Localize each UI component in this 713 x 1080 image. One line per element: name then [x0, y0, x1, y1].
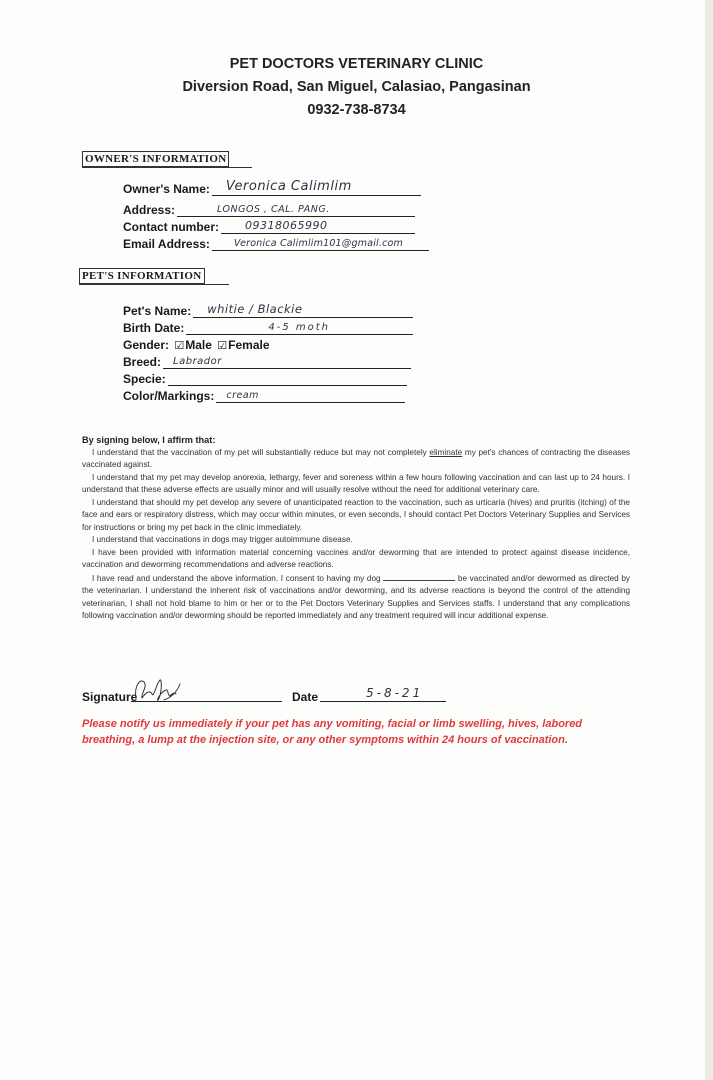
signature-scribble [106, 672, 206, 706]
pet-name-field[interactable] [123, 302, 413, 318]
pet-color-label: Color/Markings: [123, 389, 215, 403]
owner-section-rule [82, 167, 252, 168]
dog-name-blank[interactable] [383, 572, 455, 581]
male-label: Male [185, 338, 212, 352]
owner-address-value: LONGOS , CAL. PANG. [217, 204, 330, 215]
pet-color-value: cream [226, 390, 259, 401]
affirmation-block [82, 434, 630, 623]
owner-section-title: OWNER'S INFORMATION [82, 151, 229, 167]
owner-email-label: Email Address: [123, 237, 210, 251]
owner-address-label: Address: [123, 203, 176, 217]
clinic-header [0, 54, 713, 121]
pet-specie-field[interactable] [123, 370, 407, 386]
pet-breed-label: Breed: [123, 355, 162, 369]
pet-birth-date-label: Birth Date: [123, 321, 185, 335]
pet-color-field[interactable] [123, 387, 405, 403]
owner-name-value: Veronica Calimlim [225, 179, 352, 194]
signature-label: Signature [82, 690, 138, 704]
pet-specie-label: Specie: [123, 372, 166, 386]
affirmation-paragraph: I have been provided with information material concerning vaccines and/or deworming that are intended to protect against disease incidence, vaccination and deworming recommendations and adverse reactions. [82, 547, 630, 569]
date-value: 5-8-21 [366, 686, 424, 700]
affirmation-heading: By signing below, I affirm that: [82, 435, 216, 445]
male-checkbox[interactable]: ☑ [174, 340, 185, 352]
affirmation-paragraph: I understand that my pet may develop anorexia, lethargy, fever and soreness within a few hours following vaccination and can last up to 24 hours. I understand that these adverse effects are usually minor and will usually resolve without the need for additional veterinary care. [82, 472, 630, 494]
affirmation-paragraph: I understand that should my pet develop any severe of unanticipated reaction to the vaccination, such as urticaria (hives) and pruritis (itching) of the face and ears or respiratory distress, which may occur within minutes, or even seconds, I should contact Pet Doctors Veterinary Supplies and Services for instructions or bring my pet back in the clinic immediately. [82, 497, 630, 532]
pet-name-label: Pet's Name: [123, 304, 192, 318]
clinic-name: PET DOCTORS VETERINARY CLINIC [229, 56, 484, 72]
female-checkbox[interactable]: ☑ [217, 340, 228, 352]
owner-name-field[interactable] [123, 180, 421, 196]
female-label: Female [228, 338, 270, 352]
affirmation-paragraph: I have read and understand the above information. I consent to having my dog be vaccinated and/or dewormed as directed by the veterinarian. I understand the inherent risk of vaccinations and/or deworming, and its adverse reactions is beyond the control of the attending veterinarian, I shall not hold blame to him or her or to the Pet Doctors Veterinary Supplies and Services staffs. I understand that any complications following vaccination and/or deworming should be reported immediately and any treatment required will incur additional expense. [82, 573, 630, 620]
owner-contact-label: Contact number: [123, 220, 219, 234]
pet-breed-field[interactable] [123, 353, 411, 369]
date-line[interactable] [320, 681, 446, 702]
pet-birth-date-value: 4-5 moth [268, 322, 330, 333]
affirmation-paragraph: I understand that the vaccination of my pet will substantially reduce but may not completely eliminate my pet's chances of contracting the diseases vaccinated against. [82, 447, 630, 469]
owner-address-field[interactable] [123, 201, 415, 217]
page-edge [705, 0, 713, 1080]
owner-contact-value: 09318065990 [245, 219, 328, 232]
affirmation-paragraph: I understand that vaccinations in dogs may trigger autoimmune disease. [92, 535, 353, 544]
signature-row [82, 680, 642, 704]
pet-birth-date-field[interactable] [123, 319, 413, 335]
notice-text: Please notify us immediately if your pet has any vomiting, facial or limb swelling, hives, labored breathing, a lump at the injection site, or any other symptoms within 24 hours of vaccination. [82, 718, 583, 746]
owner-email-field[interactable] [123, 235, 429, 251]
owner-email-value: Veronica Calimlim101@gmail.com [233, 238, 403, 249]
owner-contact-field[interactable] [123, 218, 415, 234]
gender-label: Gender: [123, 338, 170, 352]
pet-gender-field [123, 338, 270, 352]
owner-name-label: Owner's Name: [123, 182, 210, 196]
pet-breed-value: Labrador [173, 356, 222, 367]
date-label: Date [292, 690, 319, 704]
clinic-phone: 0932-738-8734 [307, 102, 406, 118]
pet-section-title: PET'S INFORMATION [79, 268, 205, 284]
pet-section-rule [79, 284, 229, 285]
clinic-address: Diversion Road, San Miguel, Calasiao, Pangasinan [182, 79, 531, 95]
pet-name-value: whitie / Blackie [207, 302, 303, 316]
